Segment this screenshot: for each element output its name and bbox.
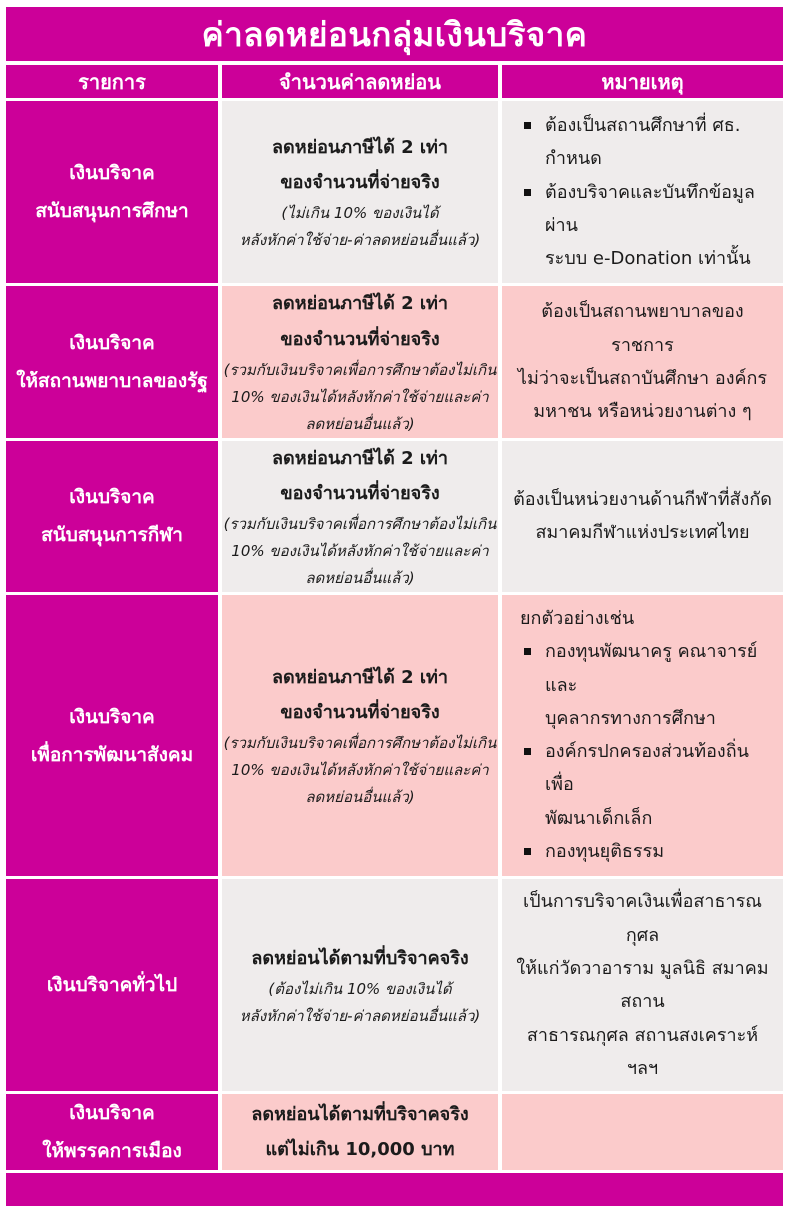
donation-table (6, 65, 783, 1170)
amount-line: ลดหย่อนภาษีได้ 2 เท่า (271, 137, 448, 159)
item-line: เงินบริจาค (69, 332, 155, 355)
item-cell-sports (6, 441, 218, 592)
bullet-line: ต้องเป็นสถานศึกษาที่ ศธ. กำหนด (545, 115, 741, 170)
amount-line: ลดหย่อนได้ตามที่บริจาคจริง (251, 947, 469, 969)
item-line: เงินบริจาค (69, 705, 155, 728)
table-row-political (6, 1094, 783, 1170)
remark-intro: ยกตัวอย่างเช่น (520, 607, 635, 629)
bullet-line: องค์กรปกครองส่วนท้องถิ่นเพื่อ (545, 741, 749, 796)
item-line: เงินบริจาค (69, 486, 155, 509)
amount-note-line: (รวมกับเงินบริจาคเพื่อการศึกษาต้องไม่เกิน (223, 514, 497, 533)
amount-cell-education (222, 101, 498, 283)
amount-line: ของจำนวนที่จ่ายจริง (280, 172, 440, 194)
amount-line: ของจำนวนที่จ่ายจริง (280, 702, 440, 724)
remark-line: สาธารณกุศล สถานสงเคราะห์ ฯลฯ (526, 1024, 759, 1079)
amount-line: ของจำนวนที่จ่ายจริง (280, 328, 440, 350)
bullet-line: พัฒนาเด็กเล็ก (545, 807, 653, 829)
remark-cell-sports (502, 441, 783, 592)
item-line: ให้พรรคการเมือง (42, 1140, 182, 1163)
amount-note-line: (รวมกับเงินบริจาคเพื่อการศึกษาต้องไม่เกิน (223, 360, 497, 379)
item-cell-education (6, 101, 218, 283)
amount-line: ลดหย่อนได้ตามที่บริจาคจริง (251, 1104, 469, 1126)
item-line: สนับสนุนการศึกษา (35, 200, 189, 223)
page-title: ค่าลดหย่อนกลุ่มเงินบริจาค (201, 14, 588, 54)
remark-line: ให้แก่วัดวาอาราม มูลนิธิ สมาคม สถาน (516, 957, 769, 1013)
remark-line: ต้องเป็นหน่วยงานด้านกีฬาที่สังกัด (513, 488, 772, 510)
amount-line: ของจำนวนที่จ่ายจริง (280, 482, 440, 504)
remark-bullet (518, 835, 775, 868)
remark-line: ต้องเป็นสถานพยาบาลของราชการ (541, 301, 744, 356)
remark-bullet (518, 109, 775, 176)
remark-cell-education (502, 101, 783, 283)
amount-note-line: 10% ของเงินได้หลังหักค่าใช้จ่ายและค่า (231, 541, 489, 560)
amount-line: ลดหย่อนภาษีได้ 2 เท่า (271, 293, 448, 315)
amount-line: ลดหย่อนภาษีได้ 2 เท่า (271, 447, 448, 469)
amount-cell-sports (222, 441, 498, 592)
amount-note-line: (ไม่เกิน 10% ของเงินได้ (281, 204, 439, 223)
remark-cell-political-empty (502, 1094, 783, 1170)
table-row-social (6, 595, 783, 876)
table-row-education (6, 101, 783, 283)
amount-line: แต่ไม่เกิน 10,000 บาท (265, 1139, 455, 1161)
header-item: รายการ (6, 65, 218, 98)
bullet-line: กองทุนยุติธรรม (545, 841, 665, 863)
amount-note-line: 10% ของเงินได้หลังหักค่าใช้จ่ายและค่า (231, 387, 489, 406)
remark-line: เป็นการบริจาคเงินเพื่อสาธารณกุศล (523, 891, 762, 946)
remark-bullet (518, 176, 775, 276)
amount-cell-hospital (222, 286, 498, 437)
bullet-line: ต้องบริจาคและบันทึกข้อมูลผ่าน (545, 181, 755, 236)
square-bullet-icon (524, 189, 531, 196)
item-cell-social (6, 595, 218, 876)
item-cell-political (6, 1094, 218, 1170)
item-line: เงินบริจาคทั่วไป (46, 974, 178, 997)
table-row-sports (6, 441, 783, 592)
item-cell-hospital (6, 286, 218, 437)
square-bullet-icon (524, 748, 531, 755)
remark-line: สมาคมกีฬาแห่งประเทศไทย (535, 522, 750, 544)
remark-line: ไม่ว่าจะเป็นสถาบันศึกษา องค์กร (517, 368, 768, 390)
remark-cell-hospital (502, 286, 783, 437)
amount-note-line: ลดหย่อนอื่นแล้ว) (305, 788, 415, 807)
amount-cell-social (222, 595, 498, 876)
square-bullet-icon (524, 848, 531, 855)
item-line: เพื่อการพัฒนาสังคม (30, 743, 194, 766)
item-cell-general (6, 879, 218, 1091)
remark-bullet (518, 635, 775, 735)
amount-note-line: (รวมกับเงินบริจาคเพื่อการศึกษาต้องไม่เกิน (223, 734, 497, 753)
amount-cell-political (222, 1094, 498, 1170)
remark-cell-general (502, 879, 783, 1091)
amount-note-line: หลังหักค่าใช้จ่าย-ค่าลดหย่อนอื่นแล้ว) (239, 1006, 481, 1025)
square-bullet-icon (524, 122, 531, 129)
table-row-general (6, 879, 783, 1091)
square-bullet-icon (524, 648, 531, 655)
amount-line: ลดหย่อนภาษีได้ 2 เท่า (271, 667, 448, 688)
amount-note-line: (ต้องไม่เกิน 10% ของเงินได้ (268, 979, 452, 998)
title-bar (6, 7, 783, 61)
bullet-line: ระบบ e-Donation เท่านั้น (545, 248, 751, 270)
item-line: ให้สถานพยาบาลของรัฐ (16, 370, 208, 393)
amount-note-line: ลดหย่อนอื่นแล้ว) (305, 568, 415, 587)
remark-bullet (518, 735, 775, 835)
remark-line: มหาชน หรือหน่วยงานต่าง ๆ (533, 401, 752, 423)
bullet-line: กองทุนพัฒนาครู คณาจารย์ และ (545, 641, 758, 696)
item-line: เงินบริจาค (69, 162, 155, 185)
header-remark: หมายเหตุ (502, 65, 783, 98)
header-amount: จำนวนค่าลดหย่อน (222, 65, 498, 98)
footer-bar (6, 1173, 783, 1206)
remark-cell-social (502, 595, 783, 876)
amount-note-line: ลดหย่อนอื่นแล้ว) (305, 414, 415, 433)
amount-cell-general (222, 879, 498, 1091)
item-line: เงินบริจาค (69, 1102, 155, 1125)
table-row-hospital (6, 286, 783, 437)
amount-note-line: หลังหักค่าใช้จ่าย-ค่าลดหย่อนอื่นแล้ว) (239, 231, 481, 250)
table-header-row (6, 65, 783, 98)
amount-note-line: 10% ของเงินได้หลังหักค่าใช้จ่ายและค่า (231, 761, 489, 780)
bullet-line: บุคลากรทางการศึกษา (545, 707, 716, 729)
item-line: สนับสนุนการกีฬา (41, 524, 183, 547)
